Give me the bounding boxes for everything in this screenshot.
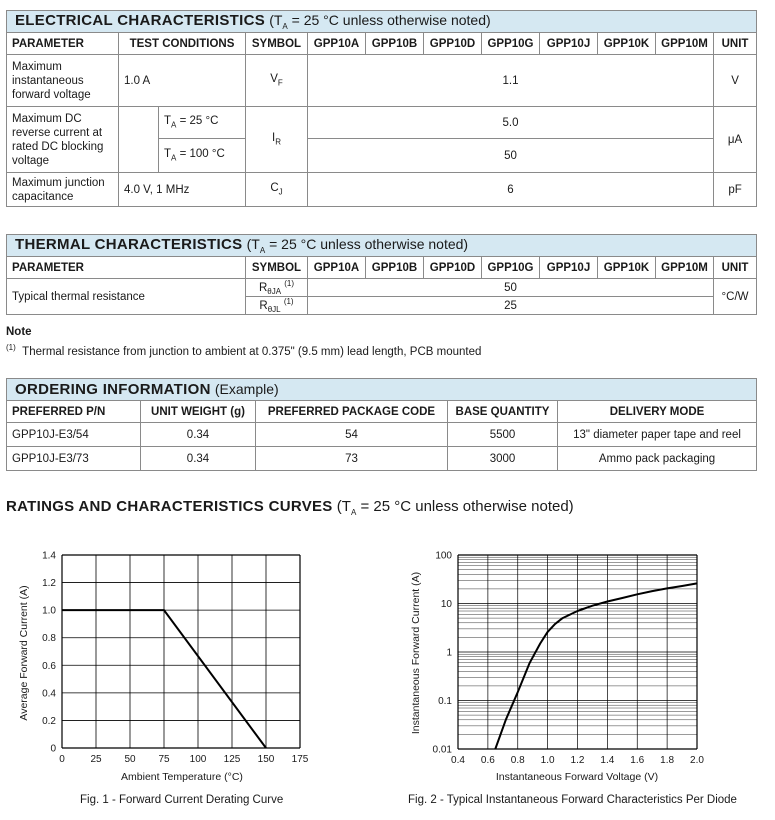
fig1-ytick-label: 0.4 xyxy=(42,688,56,700)
quantity-cell: 5500 xyxy=(448,423,558,447)
electrical-title: ELECTRICAL CHARACTERISTICS ($T_A = 25$ °C unless otherwise noted) xyxy=(7,11,757,33)
col-unit: UNIT xyxy=(714,257,757,279)
fig1-xtick-label: 150 xyxy=(257,754,275,765)
fig1-xtick-label: 75 xyxy=(158,754,170,765)
note-title: Note xyxy=(6,326,32,338)
value-cell: 25 xyxy=(308,297,714,315)
col-unit: UNIT xyxy=(714,33,757,55)
col-part: GPP10J xyxy=(540,257,598,279)
fig1-ylabel: Average Forward Current (A) xyxy=(18,585,30,721)
fig2-xtick-label: 1.2 xyxy=(570,755,585,766)
package-cell: 54 xyxy=(256,423,448,447)
fig1-caption: Fig. 1 - Forward Current Derating Curve xyxy=(80,794,284,806)
symbol-cell: $I_R$ xyxy=(246,107,308,173)
fig1-xtick-label: 175 xyxy=(291,754,309,765)
fig2-ytick-label: 10 xyxy=(440,599,452,610)
col-base-quantity: BASE QUANTITY xyxy=(448,401,558,423)
col-package-code: PREFERRED PACKAGE CODE xyxy=(256,401,448,423)
fig2-ytick-label: 1 xyxy=(446,647,452,659)
fig2-xlabel: Instantaneous Forward Voltage (V) xyxy=(495,771,659,783)
param-cell: Maximum DC reverse current at rated DC blocking voltage xyxy=(7,107,119,173)
fig1-xtick-label: 125 xyxy=(223,754,241,765)
col-weight: UNIT WEIGHT (g) xyxy=(141,401,256,423)
fig1-ytick-label: 1.0 xyxy=(42,605,56,617)
weight-cell: 0.34 xyxy=(141,447,256,471)
fig2-ylabel: Instantaneous Forward Current (A) xyxy=(410,571,422,735)
col-symbol: SYMBOL xyxy=(246,33,308,55)
fig2-xtick-label: 0.8 xyxy=(510,755,525,766)
thermal-title: THERMAL CHARACTERISTICS ($T_A = 25$ °C unless otherwise noted) xyxy=(7,235,757,257)
fig1-xtick-label: 0 xyxy=(59,754,65,765)
thermal-characteristics-table xyxy=(6,234,757,315)
symbol-cell: $R_{\theta JA}$ $^{(1)}$ xyxy=(246,279,308,297)
fig1-ytick-label: 1.2 xyxy=(42,578,56,590)
delivery-cell: 13" diameter paper tape and reel xyxy=(558,423,757,447)
col-test-conditions: TEST CONDITIONS xyxy=(119,33,246,55)
ordering-title: ORDERING INFORMATION (Example) xyxy=(7,379,757,401)
fig2-xtick-label: 0.4 xyxy=(451,755,465,766)
delivery-cell: Ammo pack packaging xyxy=(558,447,757,471)
fig2-xtick-label: 1.8 xyxy=(660,755,675,766)
param-cell: Maximum junction capacitance xyxy=(7,173,119,207)
fig2-ytick-label: 0.01 xyxy=(432,744,452,756)
pn-cell: GPP10J-E3/73 xyxy=(7,447,141,471)
unit-cell: °C/W xyxy=(714,279,757,315)
col-symbol: SYMBOL xyxy=(246,257,308,279)
curves-title: RATINGS AND CHARACTERISTICS CURVES ($T_A = 25$ °C unless otherwise noted) xyxy=(6,498,574,517)
value-cell: 50 xyxy=(308,139,714,173)
col-part: GPP10M xyxy=(656,33,714,55)
condition-cell: 1.0 A xyxy=(119,55,246,107)
fig2-xtick-label: 2.0 xyxy=(690,755,704,766)
col-part: GPP10K xyxy=(598,33,656,55)
row-reverse-current xyxy=(7,107,757,139)
fig2-xtick-label: 1.0 xyxy=(540,755,555,766)
symbol-cell: $C_J$ xyxy=(246,173,308,207)
weight-cell: 0.34 xyxy=(141,423,256,447)
fig2-caption: Fig. 2 - Typical Instantaneous Forward Characteristics Per Diode xyxy=(408,794,737,806)
fig2-xtick-label: 1.4 xyxy=(600,755,615,766)
row-thermal-ja xyxy=(7,279,757,297)
unit-cell: μA xyxy=(714,107,757,173)
table-row xyxy=(7,423,757,447)
value-cell: 1.1 xyxy=(308,55,714,107)
col-parameter: PARAMETER xyxy=(7,257,246,279)
param-cell: Typical thermal resistance xyxy=(7,279,246,315)
fig1-ytick-label: 0.8 xyxy=(42,633,56,645)
col-part: GPP10G xyxy=(482,33,540,55)
fig1-ytick-label: 0.2 xyxy=(42,715,56,727)
row-capacitance xyxy=(7,173,757,207)
note-block xyxy=(6,324,481,360)
col-part: GPP10J xyxy=(540,33,598,55)
unit-cell: V xyxy=(714,55,757,107)
col-delivery-mode: DELIVERY MODE xyxy=(558,401,757,423)
param-cell: Maximum instantaneous forward voltage xyxy=(7,55,119,107)
electrical-characteristics-table xyxy=(6,10,757,207)
fig1-xtick-label: 50 xyxy=(124,754,136,765)
fig1-ytick-label: 0 xyxy=(50,743,56,755)
col-part: GPP10D xyxy=(424,33,482,55)
row-forward-voltage xyxy=(7,55,757,107)
value-cell: 6 xyxy=(308,173,714,207)
col-part: GPP10G xyxy=(482,257,540,279)
condition-cell: 4.0 V, 1 MHz xyxy=(119,173,246,207)
col-pn: PREFERRED P/N xyxy=(7,401,141,423)
col-part: GPP10D xyxy=(424,257,482,279)
fig2-forward-chart xyxy=(400,545,730,785)
fig1-derating-chart xyxy=(10,545,340,785)
fig2-xtick-label: 1.6 xyxy=(630,755,645,766)
fig1-xlabel: Ambient Temperature (°C) xyxy=(121,771,243,783)
note-text: $^{(1)}$ Thermal resistance from junction to ambient at 0.375" (9.5 mm) lead length, PCB mounted xyxy=(6,343,482,358)
col-part: GPP10A xyxy=(308,33,366,55)
fig1-ytick-label: 0.6 xyxy=(42,660,56,672)
table-row xyxy=(7,447,757,471)
unit-cell: pF xyxy=(714,173,757,207)
fig1-xtick-label: 25 xyxy=(90,754,102,765)
pn-cell: GPP10J-E3/54 xyxy=(7,423,141,447)
condition-cell: $T_A = 100$ °C xyxy=(159,139,246,173)
fig1-xtick-label: 100 xyxy=(189,754,207,765)
col-part: GPP10K xyxy=(598,257,656,279)
col-part: GPP10B xyxy=(366,257,424,279)
col-part: GPP10M xyxy=(656,257,714,279)
symbol-cell: $R_{\theta JL}$ $^{(1)}$ xyxy=(246,297,308,315)
value-cell: 50 xyxy=(308,279,714,297)
fig2-ytick-label: 0.1 xyxy=(438,696,452,707)
condition-cell: $T_A = 25$ °C xyxy=(159,107,246,139)
package-cell: 73 xyxy=(256,447,448,471)
ordering-information-table xyxy=(6,378,757,471)
col-part: GPP10A xyxy=(308,257,366,279)
fig2-ytick-label: 100 xyxy=(435,550,452,562)
col-part: GPP10B xyxy=(366,33,424,55)
fig2-xtick-label: 0.6 xyxy=(480,755,495,766)
quantity-cell: 3000 xyxy=(448,447,558,471)
blank-cell xyxy=(119,107,159,173)
fig1-ytick-label: 1.4 xyxy=(42,550,56,562)
value-cell: 5.0 xyxy=(308,107,714,139)
symbol-cell: $V_F$ xyxy=(246,55,308,107)
col-parameter: PARAMETER xyxy=(7,33,119,55)
